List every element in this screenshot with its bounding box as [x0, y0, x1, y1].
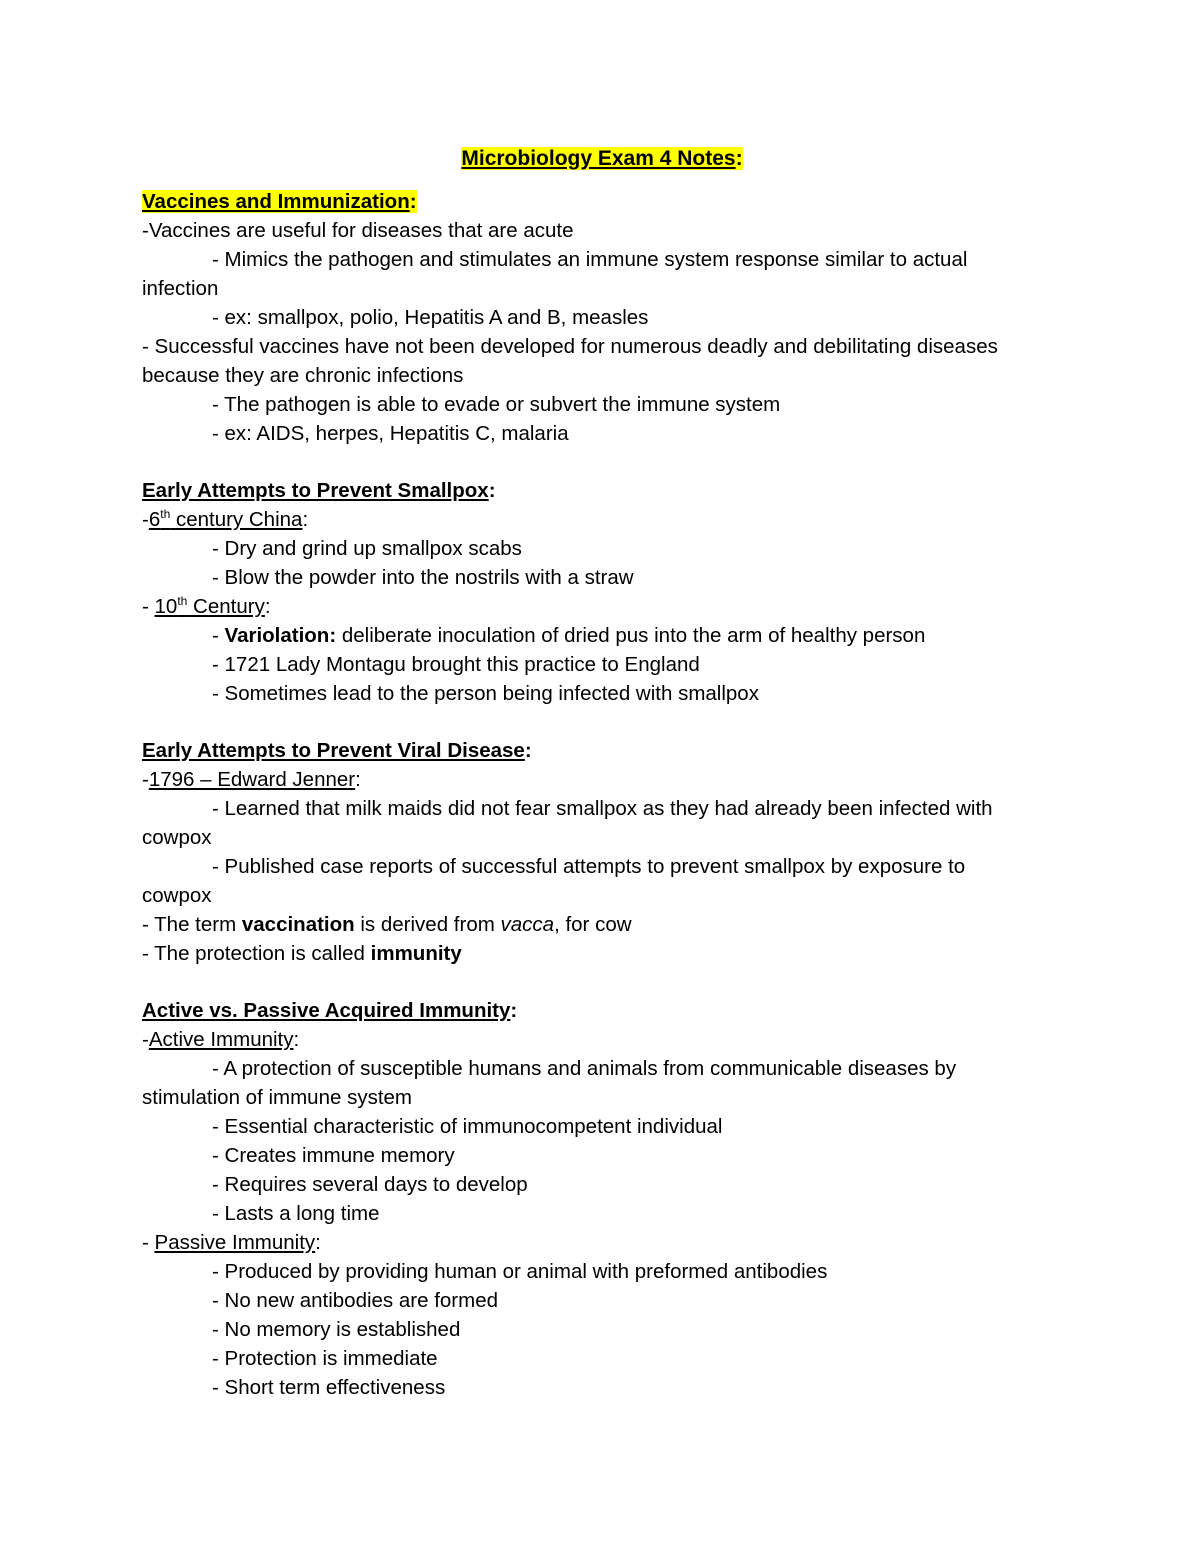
- note-line: - No memory is established: [212, 1318, 461, 1341]
- century-number: 6: [148, 508, 161, 531]
- section-viral: [142, 736, 1062, 968]
- note-line: - Lasts a long time: [212, 1202, 380, 1225]
- note-line: - Learned that milk maids did not fear smallpox as they had already been infected with: [212, 797, 993, 820]
- colon: :: [293, 1028, 300, 1051]
- section-heading: [142, 996, 1062, 1025]
- heading-colon: :: [524, 739, 532, 762]
- heading-colon: :: [488, 479, 496, 502]
- section-vaccines: [142, 187, 1062, 448]
- century-number: 10: [154, 595, 178, 618]
- text: , for cow: [554, 913, 632, 936]
- note-line: - ex: AIDS, herpes, Hepatitis C, malaria: [212, 422, 569, 445]
- heading-highlight: [142, 190, 417, 213]
- term: immunity: [370, 942, 462, 965]
- page-title-highlight: [461, 147, 742, 170]
- section-smallpox: [142, 476, 1062, 708]
- heading-colon: :: [510, 999, 518, 1022]
- subheading: 1796 – Edward Jenner: [148, 768, 356, 791]
- dash: -: [142, 1028, 149, 1051]
- colon: :: [315, 1231, 321, 1254]
- subheading-text: Century: [187, 595, 265, 618]
- note-line: [142, 939, 1062, 968]
- note-line: - No new antibodies are formed: [212, 1289, 499, 1312]
- note-line: - Dry and grind up smallpox scabs: [212, 537, 522, 560]
- note-line: [142, 1228, 1062, 1257]
- heading-text: Early Attempts to Prevent Smallpox: [142, 479, 489, 502]
- note-line: cowpox: [142, 826, 212, 849]
- note-line: [142, 621, 1062, 650]
- note-line: - Protection is immediate: [212, 1347, 438, 1370]
- document-page: [142, 143, 1062, 1430]
- note-line: - Requires several days to develop: [212, 1173, 528, 1196]
- note-line: - Mimics the pathogen and stimulates an immune system response similar to actual: [212, 248, 968, 271]
- subheading: Passive Immunity: [154, 1231, 316, 1254]
- heading-text: Vaccines and Immunization: [142, 190, 410, 213]
- heading-text: Active vs. Passive Acquired Immunity: [142, 999, 511, 1022]
- definition: deliberate inoculation of dried pus into the arm of healthy person: [336, 624, 926, 647]
- title-row: [142, 143, 1062, 187]
- subheading: [149, 508, 303, 531]
- note-line: - Short term effectiveness: [212, 1376, 446, 1399]
- section-heading: [142, 187, 1062, 216]
- heading-colon: :: [409, 190, 417, 213]
- note-line: - Sometimes lead to the person being infected with smallpox: [212, 682, 759, 705]
- dash: -: [142, 768, 149, 791]
- subheading-text: century China: [170, 508, 303, 531]
- note-line: [142, 1025, 1062, 1054]
- section-immunity: [142, 996, 1062, 1402]
- term: vaccination: [241, 913, 355, 936]
- note-line: stimulation of immune system: [142, 1086, 413, 1109]
- note-line: - A protection of susceptible humans and animals from communicable diseases by: [212, 1057, 957, 1080]
- title-colon: :: [735, 147, 743, 170]
- section-heading: [142, 736, 1062, 765]
- dash: -: [142, 508, 149, 531]
- colon: :: [264, 595, 271, 618]
- note-line: - ex: smallpox, polio, Hepatitis A and B, measles: [212, 306, 649, 329]
- note-line: -Vaccines are useful for diseases that are acute: [142, 219, 574, 242]
- note-line: - Essential characteristic of immunocompetent individual: [212, 1115, 723, 1138]
- text: - The protection is called: [142, 942, 371, 965]
- colon: :: [302, 508, 309, 531]
- ordinal-suffix: th: [160, 507, 171, 522]
- note-line: infection: [142, 277, 219, 300]
- dash: -: [142, 595, 155, 618]
- note-line: [142, 505, 1062, 534]
- note-line: - The pathogen is able to evade or subvert the immune system: [212, 393, 781, 416]
- note-line: cowpox: [142, 884, 212, 907]
- dash: -: [212, 624, 225, 647]
- subheading: [155, 595, 265, 618]
- text: - The term: [142, 913, 242, 936]
- note-line: - Blow the powder into the nostrils with a straw: [212, 566, 634, 589]
- section-heading: [142, 476, 1062, 505]
- heading-text: Early Attempts to Prevent Viral Disease: [142, 739, 525, 762]
- note-line: - Published case reports of successful attempts to prevent smallpox by exposure to: [212, 855, 966, 878]
- page-title: Microbiology Exam 4 Notes: [461, 147, 736, 170]
- subheading: Active Immunity: [148, 1028, 294, 1051]
- note-line: [142, 592, 1062, 621]
- note-line: - Creates immune memory: [212, 1144, 455, 1167]
- note-line: - 1721 Lady Montagu brought this practice to England: [212, 653, 700, 676]
- ordinal-suffix: th: [177, 594, 188, 609]
- note-line: [142, 910, 1062, 939]
- latin-term: vacca: [500, 913, 555, 936]
- note-line: - Produced by providing human or animal with preformed antibodies: [212, 1260, 828, 1283]
- note-line: - Successful vaccines have not been developed for numerous deadly and debilitating diseases: [142, 335, 998, 358]
- term: Variolation:: [224, 624, 337, 647]
- note-line: because they are chronic infections: [142, 364, 464, 387]
- dash: -: [142, 1231, 155, 1254]
- colon: :: [355, 768, 361, 791]
- note-line: [142, 765, 1062, 794]
- text: is derived from: [354, 913, 501, 936]
